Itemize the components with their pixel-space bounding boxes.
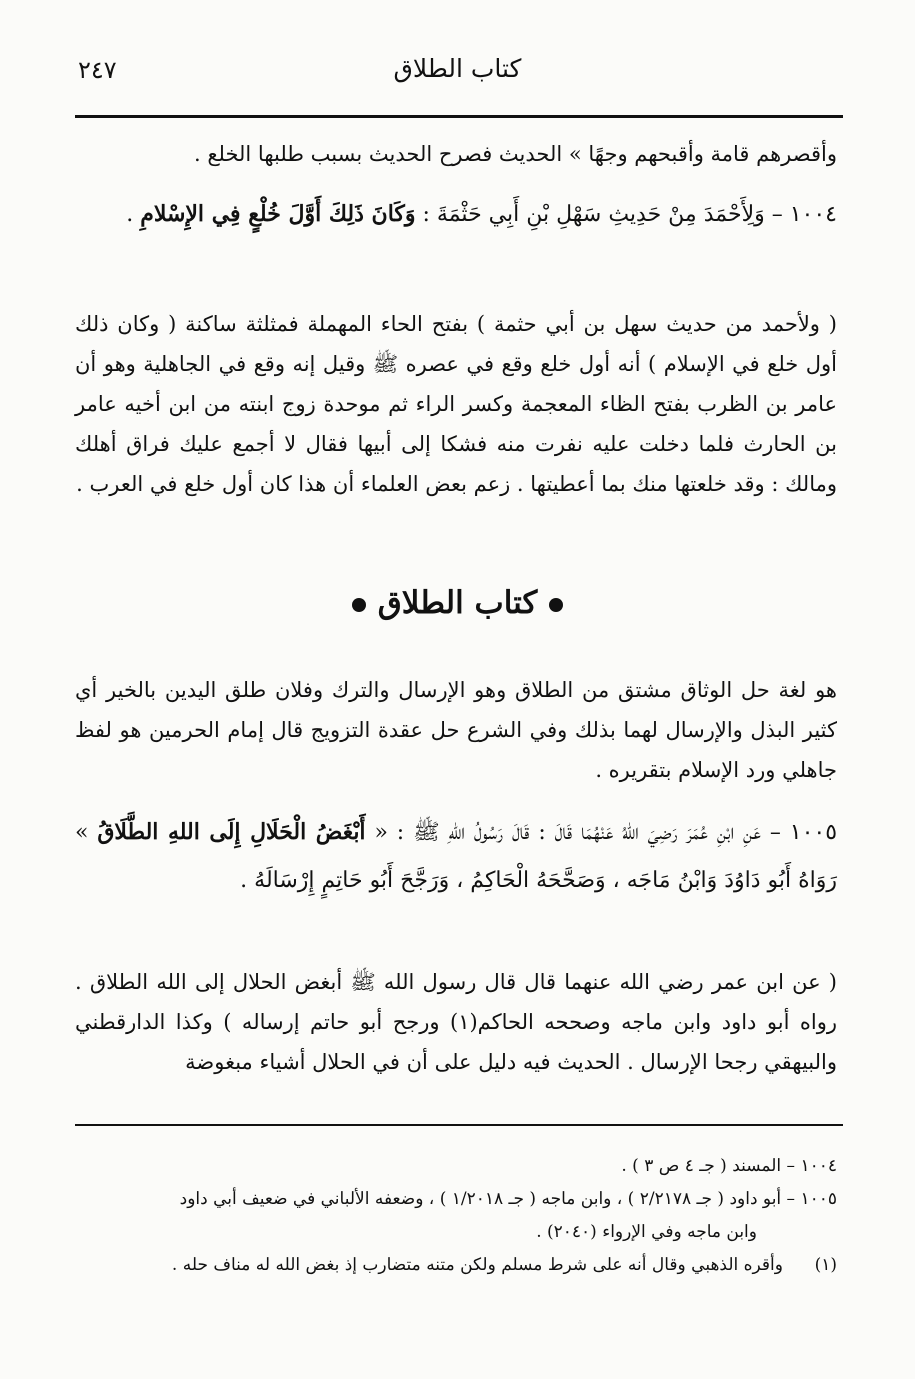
footnote-1-text: وأقره الذهبي وقال أنه على شرط مسلم ولكن متنه متضارب إذ بغض الله له مناف حله . [171, 1255, 783, 1275]
footnote-1004: ١٠٠٤ – المسند ( جـ ٤ ص ٣ ) . [621, 1156, 837, 1176]
bullet-icon [549, 598, 563, 612]
paragraph-continuation: وأقصرهم قامة وأقبحهم وجهًا » الحديث فصرح الحديث بسبب طلبها الخلع . [193, 142, 837, 166]
footnote-1005-cont: وابن ماجه وفي الإرواء (٢٠٤٠) . [536, 1222, 757, 1242]
chapter-intro-text: هو لغة حل الوثاق مشتق من الطلاق وهو الإرسال والترك وفلان طلق اليدين بالخير أي كثير البذل والإرسال لهما بذلك وفي الشرع حل عقدة التزويج قال إمام الحرمين هو لفظ جاهلي ورد الإسلام بتقريره . [75, 678, 837, 782]
chapter-intro [75, 670, 837, 790]
chapter-heading [0, 585, 915, 621]
commentary-1004-text: ( ولأحمد من حديث سهل بن أبي حثمة ) بفتح الحاء المهملة فمثلثة ساكنة ( وكان ذلك أول خلع في الإسلام ) أنه أول خلع وقع في عصره ﷺ وقيل إنه وقع في الجاهلية وهو أن عامر بن الظرب بفتح الظاء المعجمة وكسر الراء ثم موحدة زوج ابنته من ابن أخيه عامر بن الحارث فلما دخلت عليه نفرت منه فشكا إلى أبيها فقال لا أجمع عليك فراق أهلك ومالك : وقد خلعتها منك بما أعطيتها . زعم بعض العلماء أن هذا كان أول خلع في العرب . [75, 312, 837, 496]
continuation-line [75, 134, 837, 174]
hadith-1005 [75, 808, 837, 905]
hadith-1005-matn: أَبْغَضُ الْحَلَالِ إِلَى اللهِ الطَّلَاقُ [97, 819, 366, 845]
hadith-1004-intro: ١٠٠٤ – وَلِأَحْمَدَ مِنْ حَدِيثِ سَهْلِ بْنِ أَبِي حَثْمَةَ : [415, 202, 837, 227]
commentary-1005 [75, 962, 837, 1082]
footnote-1-mark: (١) [814, 1255, 837, 1275]
header-rule [75, 115, 843, 118]
footnote-1 [62, 1249, 837, 1282]
commentary-1005-text: ( عن ابن عمر رضي الله عنهما قال قال رسول الله ﷺ أبغض الحلال إلى الله الطلاق . رواه أبو داود وابن ماجه وصححه الحاكم(١) ورجح أبو حاتم إرساله ) وكذا الدارقطني والبيهقي رجحا الإرسال . الحديث فيه دليل على أن في الحلال أشياء مبغوضة [75, 970, 837, 1074]
chapter-title: كتاب الطلاق [377, 585, 538, 621]
footnotes [62, 1150, 837, 1282]
page-header [60, 52, 855, 96]
page-number: ٢٤٧ [78, 56, 117, 84]
hadith-1004-matn: وَكَانَ ذَلِكَ أَوَّلَ خُلْعٍ فِي الإِسْلامِ [140, 201, 416, 227]
hadith-1005-intro: ١٠٠٥ – عَنِ ابْنِ عُمَرَ رَضِيَ اللهُ عَنْهُمَا قَالَ : قَالَ رَسُولُ اللهِ ﷺ : « [365, 820, 838, 845]
footnote-1005: ١٠٠٥ – أبو داود ( جـ ٢/٢١٧٨ ) ، وابن ماجه ( جـ ١/٢٠١٨ ) ، وضعفه الألباني في ضعيف أبي داود [179, 1189, 837, 1209]
running-title: كتاب الطلاق [393, 54, 522, 83]
bullet-icon [352, 598, 366, 612]
hadith-1005-end: » رَوَاهُ أَبُو دَاوُدَ وَابْنُ مَاجَه ، وَصَحَّحَهُ الْحَاكِمُ ، وَرَجَّحَ أَبُو حَاتِمٍ إِرْسَالَهُ . [75, 820, 837, 893]
hadith-1004-end: . [126, 202, 141, 227]
commentary-1004 [75, 304, 837, 504]
footnote-rule [75, 1124, 843, 1126]
hadith-1004 [75, 190, 837, 239]
